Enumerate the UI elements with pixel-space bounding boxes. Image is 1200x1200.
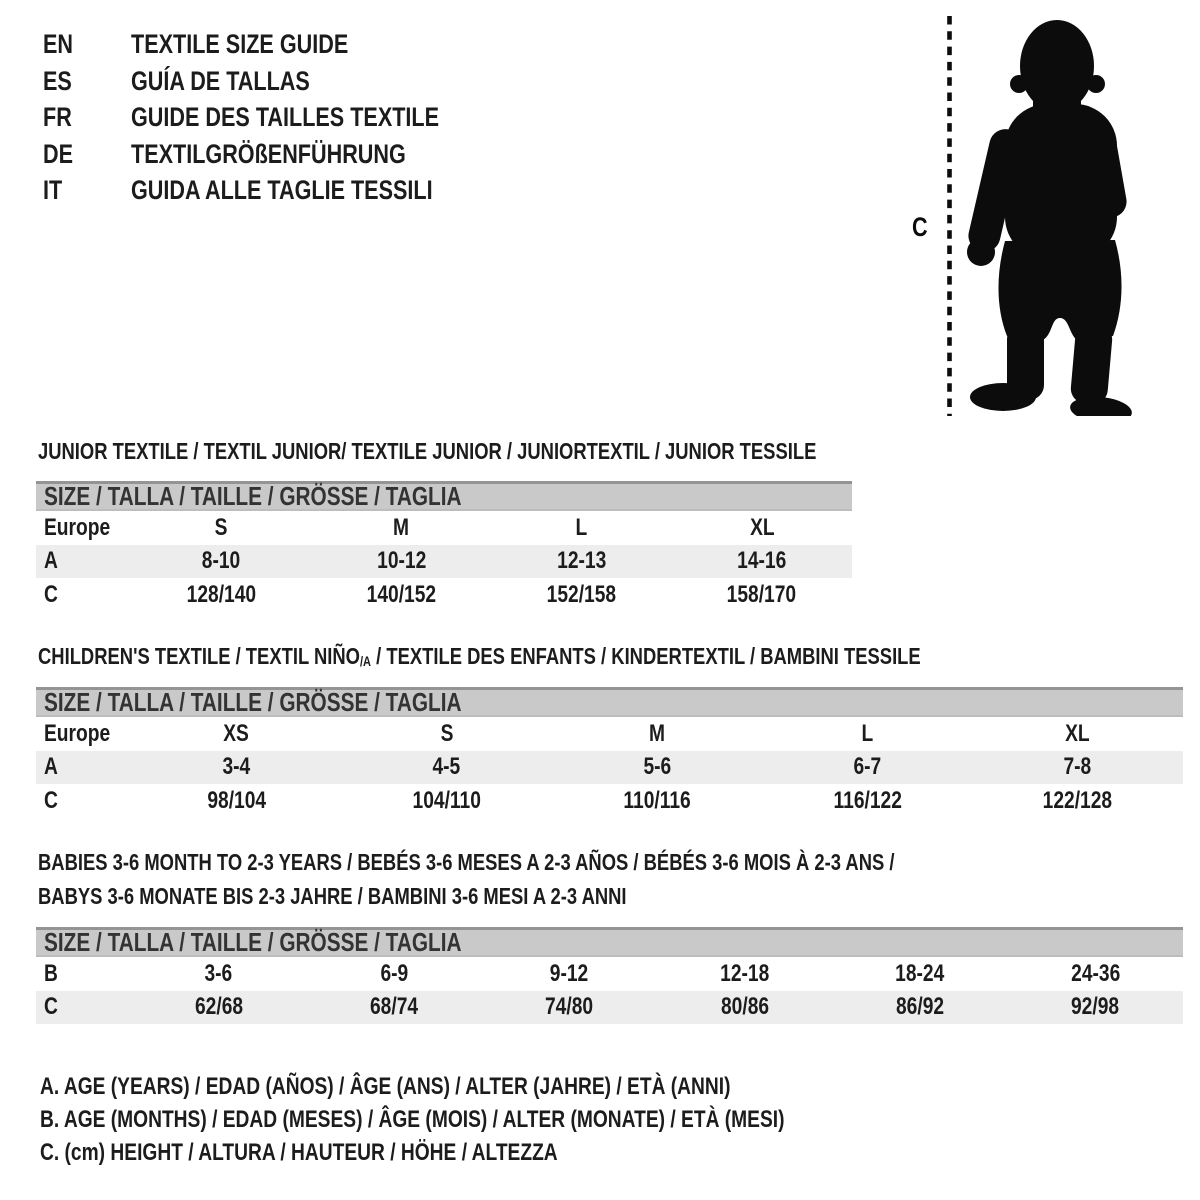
table-cell [657,960,832,988]
guide-title-text: GUIDA ALLE TAGLIE TESSILI [131,175,433,205]
language-code-text: EN [43,29,74,59]
guide-title-text: TEXTILE SIZE GUIDE [131,29,349,59]
table-cell [306,993,481,1021]
title-part: JUNIOR TEXTILE / TEXTIL JUNIOR/ TEXTILE JUNIOR / JUNIORTEXTIL / JUNIOR TESSILE [38,438,817,464]
table-cell [552,753,762,781]
table-cell [311,581,491,609]
row-label-text: C [44,580,58,608]
guide-title-text: GUÍA DE TALLAS [131,65,310,96]
table-cell [482,960,657,988]
table-cell-text: 24-36 [1070,959,1120,987]
table-cell-text: S [440,719,454,747]
table-cell-text: 18-24 [895,959,945,987]
height-measure-figure [0,0,1200,430]
size-table-babies [36,927,1183,1024]
row-label-cell [36,581,131,609]
section-title-text [38,639,921,677]
table-cell-text: 14-16 [737,547,787,575]
table-cell [672,581,852,609]
table-row-c [36,784,1183,818]
table-cell-text: 86/92 [895,993,944,1021]
table-cell-text: 4-5 [432,753,461,781]
row-label-text: C [44,786,58,814]
table-cell [341,787,551,815]
size-table-header [36,687,1183,717]
table-cell [973,753,1183,781]
section-title-babies [38,845,1109,913]
table-cell-text: XL [1065,719,1091,747]
table-cell [762,787,972,815]
table-cell [492,514,672,542]
table-cell [311,514,491,542]
height-dashed-line [946,14,953,418]
section-title-line [38,879,1109,913]
table-cell-text: 62/68 [194,993,243,1021]
table-cell-text: 10-12 [376,547,426,575]
table-cell-text: 104/110 [412,786,481,814]
table-cell [131,993,306,1021]
language-code-text: FR [43,102,72,132]
table-cell [1008,993,1183,1021]
table-cell [131,547,311,575]
table-cell-text: M [393,513,410,541]
guide-title-text: TEXTILGRÖßENFÜHRUNG [131,138,406,169]
row-label-text: Europe [44,719,111,747]
table-cell [762,720,972,748]
table-cell-text: 12-18 [720,959,770,987]
table-row-b [36,957,1183,991]
table-cell-text: 8-10 [201,547,241,575]
table-cell [341,753,551,781]
size-table-header-text: SIZE / TALLA / TAILLE / GRÖSSE / TAGLIA [44,927,462,957]
language-code-text: DE [43,138,74,169]
table-cell-text: 122/128 [1043,786,1113,814]
table-cell-text: L [861,719,874,747]
language-code-text: ES [43,65,72,96]
table-cell-text: 6-9 [380,959,408,987]
table-cell-text: 116/122 [833,786,902,814]
table-cell-text: XS [223,719,250,747]
section-title-text [38,879,627,913]
height-measure-label: C [912,212,928,242]
table-cell [832,960,1007,988]
table-cell-text: 3-4 [222,753,251,781]
table-cell-text: 140/152 [366,580,437,608]
table-row-europe [36,511,852,545]
table-cell [1008,960,1183,988]
size-table-header-text: SIZE / TALLA / TAILLE / GRÖSSE / TAGLIA [44,481,462,511]
table-cell [832,993,1007,1021]
table-cell-text: 92/98 [1071,993,1120,1021]
size-table-header [36,481,852,511]
toddler-silhouette-icon [963,16,1137,416]
section-title-text [38,434,816,468]
table-cell [131,720,341,748]
table-cell-text: 80/86 [720,993,769,1021]
table-cell [311,547,491,575]
legend-note-text: B. AGE (MONTHS) / EDAD (MESES) / ÂGE (MOIS) / ALTER (MONATE) / ETÀ (MESI) [40,1106,785,1133]
table-cell [492,547,672,575]
table-row-europe [36,717,1183,751]
title-part: BABYS 3-6 MONATE BIS 2-3 JAHRE / BAMBINI 3-6 MESI A 2-3 ANNI [38,883,627,909]
table-cell [306,960,481,988]
table-cell-text: 5-6 [643,753,671,781]
table-cell [131,753,341,781]
table-cell [552,787,762,815]
table-cell [341,720,551,748]
size-table-header-text: SIZE / TALLA / TAILLE / GRÖSSE / TAGLIA [44,687,462,717]
table-cell-text: XL [749,513,775,541]
section-title-children [38,639,1141,677]
table-cell-text: 110/116 [623,786,691,814]
table-cell-text: 68/74 [369,993,419,1021]
legend-notes [40,1070,971,1169]
legend-note-text: C. (cm) HEIGHT / ALTURA / HAUTEUR / HÖHE / ALTEZZA [40,1139,558,1166]
table-cell-text: 12-13 [557,547,607,575]
table-cell [552,720,762,748]
table-cell-text: 98/104 [206,786,266,814]
table-cell [973,787,1183,815]
row-label-cell [36,547,131,575]
row-label-text: B [44,959,58,987]
size-table-children [36,687,1183,818]
title-part: CHILDREN'S TEXTILE / TEXTIL NIÑO [38,643,360,669]
table-cell [131,514,311,542]
size-table-header [36,927,1183,957]
row-label-cell [36,514,131,542]
row-label-cell [36,960,131,988]
table-cell [131,581,311,609]
section-title-line [38,639,1141,677]
table-cell [762,753,972,781]
legend-note [40,1070,971,1103]
size-table-junior [36,481,852,612]
table-cell [672,514,852,542]
row-label-text: A [44,753,58,781]
table-row-c [36,578,852,612]
table-cell [492,581,672,609]
table-cell-text: 74/80 [545,993,594,1021]
table-cell-text: 3-6 [204,959,233,987]
table-cell [672,547,852,575]
table-cell [131,960,306,988]
row-label-text: A [44,547,58,575]
table-cell-text: 128/140 [186,580,256,608]
row-label-text: Europe [44,513,111,541]
guide-title-text: GUIDE DES TAILLES TEXTILE [131,102,440,132]
table-cell [131,787,341,815]
table-cell [657,993,832,1021]
table-cell-text: 9-12 [550,959,589,987]
table-cell-text: 6-7 [853,753,882,781]
row-label-cell [36,993,131,1021]
row-label-cell [36,787,131,815]
legend-note-text: A. AGE (YEARS) / EDAD (AÑOS) / ÂGE (ANS) / ALTER (JAHRE) / ETÀ (ANNI) [40,1073,731,1100]
table-cell-text: 158/170 [727,580,797,608]
section-title-line [38,434,1011,468]
table-cell-text: M [649,719,666,747]
title-part: BABIES 3-6 MONTH TO 2-3 YEARS / BEBÉS 3-6 MESES A 2-3 AÑOS / BÉBÉS 3-6 MOIS À 2-3 ANS / [38,849,895,875]
table-cell-text: 152/158 [546,580,617,608]
title-part: / TEXTILE DES ENFANTS / KINDERTEXTIL / BAMBINI TESSILE [371,643,921,669]
row-label-cell [36,720,131,748]
table-row-c [36,991,1183,1025]
row-label-cell [36,753,131,781]
legend-note [40,1136,971,1169]
section-title-text [38,845,894,879]
table-cell [973,720,1183,748]
table-row-a [36,545,852,579]
section-title-junior [38,434,1011,468]
table-cell-text: S [214,513,228,541]
table-row-a [36,751,1183,785]
table-cell-text: 7-8 [1063,753,1092,781]
table-cell-text: L [575,513,588,541]
section-title-line [38,845,1109,879]
legend-note [40,1103,971,1136]
language-code-text: IT [43,175,63,205]
subscript-text: /A [359,654,372,670]
row-label-text: C [44,993,58,1021]
table-cell [482,993,657,1021]
